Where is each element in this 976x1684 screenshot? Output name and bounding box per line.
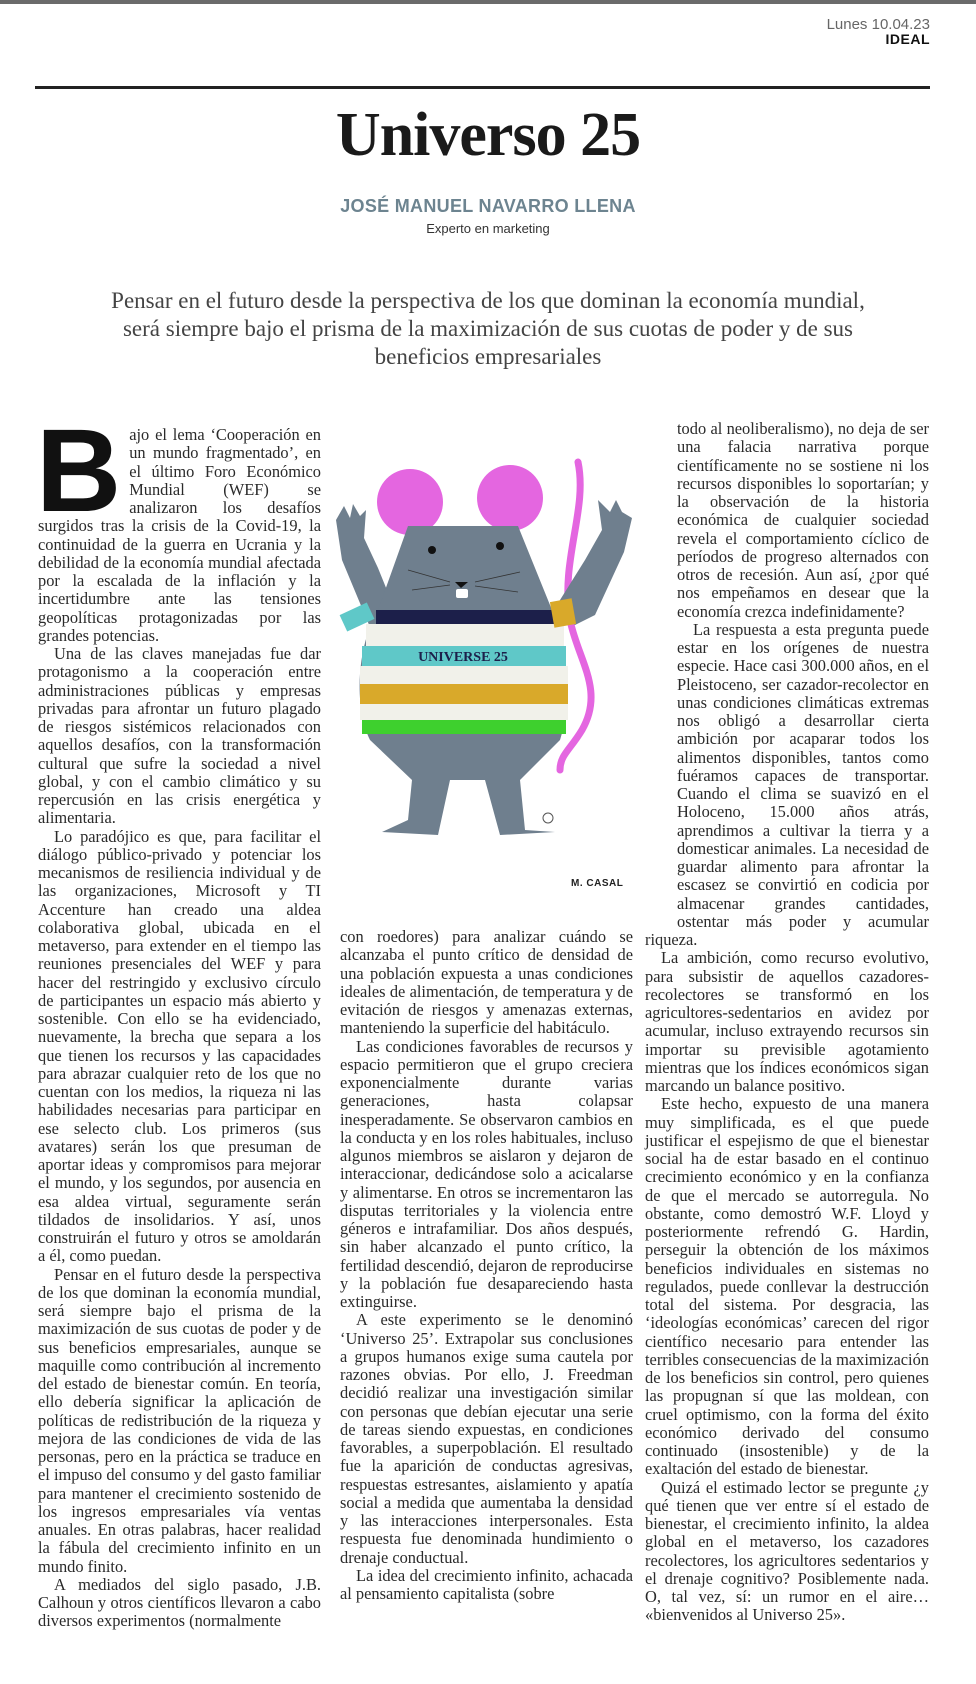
right-ear bbox=[477, 465, 543, 531]
top-bar bbox=[0, 0, 976, 4]
left-eye bbox=[428, 546, 436, 554]
signature-mark bbox=[543, 813, 553, 823]
column-2 bbox=[340, 928, 633, 1603]
paragraph: Las condiciones favorables de recursos y espacio permitieron que el grupo creciera exponencialmente durante varias generaciones, hasta colapsar inesperadamente. Se observaron cambios en la conducta y en los roles habituales, incluso algunos miembros se aislaron y dejaron de interaccionar, dedicándose solo a acicalarse y alimentarse. En otros se incrementaron las disputas territoriales y la violencia entre géneros e intrafamiliar. Dos años después, sin haber alcanzado el punto crítico, la fertilidad descendió, dejaron de reproducirse y la población fue desapareciendo hasta extinguirse. bbox=[340, 1036, 633, 1311]
stripe-navy bbox=[376, 610, 554, 624]
header-rule bbox=[35, 86, 930, 89]
paragraph: Quizá el estimado lector se pregunte ¿y qué tienen que ver entre sí el estado de bienestar, el crecimiento infinito, la aldea global en el metaverso, los cazadores recolectores, los agricultores sedentarios y el drenaje cognitivo? Posiblemente nada. O, tal vez, sí: un rumor en el aire… «bienvenidos al Universo 25». bbox=[645, 1477, 929, 1625]
column-1 bbox=[36, 405, 321, 1631]
article-title: Universo 25 bbox=[335, 101, 641, 169]
paragraph: A este experimento se le denominó ‘Universo 25’. Extrapolar sus conclusiones a grupos humanos exige suma cautela por razones obvias. Por ello, J. Freedman decidió realizar una investigación similar con personas que debían ejecutar una serie de tareas siendo expuestas, en condiciones favorables, a superpoblación. El resultado fue la aparición de conductas agresivas, respuestas estresantes, aislamiento y apatía social a medida que aumentaba la densidad y las interacciones interpersonales. Esta respuesta fue denominada hundimiento o drenaje conductual. bbox=[340, 1310, 633, 1567]
teeth bbox=[456, 589, 468, 598]
article-lead: Pensar en el futuro desde la perspectiva de los que dominan la economía mundial, será siempre bajo el prisma de la maximización de sus cuotas de poder y de sus beneficios empresariales bbox=[111, 288, 865, 369]
illustration-credit: M. CASAL bbox=[571, 878, 624, 889]
stripe-mustard bbox=[360, 684, 568, 704]
illustration-wrap-spacer bbox=[645, 420, 677, 918]
mouse-illustration bbox=[320, 420, 640, 900]
paragraph: A mediados del siglo pasado, J.B. Calhoun y otros científicos llevaron a cabo diversos experimentos (normalmente bbox=[38, 1574, 321, 1631]
paragraph: La idea del crecimiento infinito, achacada al pensamiento capitalista (sobre bbox=[340, 1565, 633, 1603]
paragraph: Lo paradójico es que, para facilitar el diálogo público-privado y potenciar los mecanismos de resiliencia individual y de las organizaciones, Microsoft y TI Accenture han creado una aldea colaborativa global, ubicada en el metaverso, para extender en el tiempo las reuniones presenciales del WEF y para hacer del restringido y exclusivo círculo de participantes un espacio más abierto y sostenible. Con ello se ha evidenciado, nuevamente, la brecha que separa a los que tienen los recursos y las capacidades para abrazar cualquier reto de los que no cuentan con los medios, la riqueza ni las habilidades necesarias para participar en ese selecto club. Los primeros (sus avatares) serán los que presuman de aportar ideas y compromisos para mejorar el mundo, y los segundos, por ausencia en esa aldea virtual, seguramente serán tildados de insolidarios. Y así, unos construirán el futuro y otros se amoldarán a él, como puedan. bbox=[38, 826, 321, 1266]
drop-cap: B bbox=[36, 405, 122, 537]
newspaper-name: IDEAL bbox=[885, 31, 930, 47]
left-ear bbox=[377, 469, 443, 535]
paragraph: La respuesta a esta pregunta puede estar en los orígenes de nuestra especie. Hace casi 300.000 años, en el Pleistoceno, ser cazador-recolector en unas condiciones climáticas extremas nos obligó a desarrollar cierta ambición por acaparar todos los alimentos disponibles, tantos como fuéramos capaces de transportar. Cuando el clima se suavizó en el Holoceno, 15.000 años atrás, aprendimos a cultivar la tierra y a domesticar animales. La necesidad de guardar alimento para afrontar la escasez se convirtió en codicia por almacenar grandes cantidades, ostentar más poder y acumular riqueza. bbox=[645, 619, 929, 949]
paragraph: con roedores) para analizar cuándo se alcanzaba el punto crítico de densidad de una población expuesta a unas condiciones ideales de alimentación, de temperatura y de evitación de riesgos y amenazas externas, manteniendo la superficie del habitáculo. bbox=[340, 927, 633, 1038]
issue-date: Lunes 10.04.23 bbox=[826, 16, 930, 33]
paragraph: todo al neoliberalismo), no deja de ser una falacia narrativa porque científicamente no se sostiene ni los recursos disponibles lo soportarían; y la observación de la historia económica de cualquier sociedad revela el comportamiento cíclico de períodos de progreso alternados con otros de recesión. Aun así, ¿por qué nos empeñamos en desear que la economía crezca indefinidamente? bbox=[677, 419, 929, 621]
author-name: JOSÉ MANUEL NAVARRO LLENA bbox=[340, 196, 636, 216]
author-role: Experto en marketing bbox=[426, 221, 550, 236]
right-eye bbox=[496, 542, 504, 550]
right-cuff bbox=[550, 598, 576, 627]
paragraph: Una de las claves manejadas fue dar protagonismo a la cooperación entre administraciones públicas y empresas privadas para afrontar un futuro plagado de riesgos sistémicos relacionados con aquellos desafíos, con la transformación cultural que sufre la sociedad a nivel global, y con el cambio climático y su repercusión en las crisis energética y alimentaria. bbox=[38, 644, 321, 828]
paragraph: ajo el lema ‘Cooperación en un mundo fragmentado’, en el último Foro Económico Mundial (WEF) se analizaron los desafíos surgidos tras la crisis de la Covid-19, la continuidad de la guerra en Ucrania y la debilidad de la economía mundial afectada por la escalada de la inflación y la incertidumbre ante las tensiones geopolíticas protagonizadas por las grandes potencias. bbox=[38, 425, 321, 645]
column-3 bbox=[645, 420, 929, 1625]
paragraph: Pensar en el futuro desde la perspectiva de los que dominan la economía mundial, será siempre bajo el prisma de la maximización de sus cuotas de poder y de sus beneficios empresariales, aunque se maquille como contribución al incremento del estado de bienestar común. En teoría, ello debería significar la aplicación de políticas de redistribución de la riqueza y mejora de las condiciones de vida de las personas, pero en la práctica se traduce en el impuso del consumo y del gasto familiar para mantener el crecimiento sostenido de los ingresos empresariales vía ventas anuales. En otras palabras, hacer realidad la fábula del crecimiento infinito en un mundo finito. bbox=[38, 1264, 321, 1576]
paragraph: Este hecho, expuesto de una manera muy simplificada, es el que puede justificar el espejismo de que el bienestar social ha de estar basado en el continuo crecimiento económico y en la confianza de que el mercado se autorregula. No obstante, como demostró W.F. Lloyd y posteriormente refrendó G. Hardin, perseguir la obtención de los máximos beneficios individuales en sistemas no regulados, puede conllevar la destrucción total del sistema. Por desgracia, las ‘ideologías económicas’ carecen del rigor científico necesario para entender las terribles consecuencias de la maximización de los beneficios sin control, pero quienes las propugnan sí que las moldean, con cruel optimismo, con la forma del éxito económico derivado del consumo continuado (insostenible) y de la exaltación del estado de bienestar. bbox=[645, 1094, 929, 1479]
shirt-text: UNIVERSE 25 bbox=[418, 650, 508, 665]
stripe-green bbox=[362, 720, 566, 734]
paragraph: La ambición, como recurso evolutivo, para subsistir de aquellos cazadores-recolectores se transformó en los agricultores-sedentarios en avidez por acumular, incluso extrayendo recursos sin importar su previsible agotamiento mientras que los índices económicos sigan marcando un balance positivo. bbox=[645, 948, 929, 1095]
